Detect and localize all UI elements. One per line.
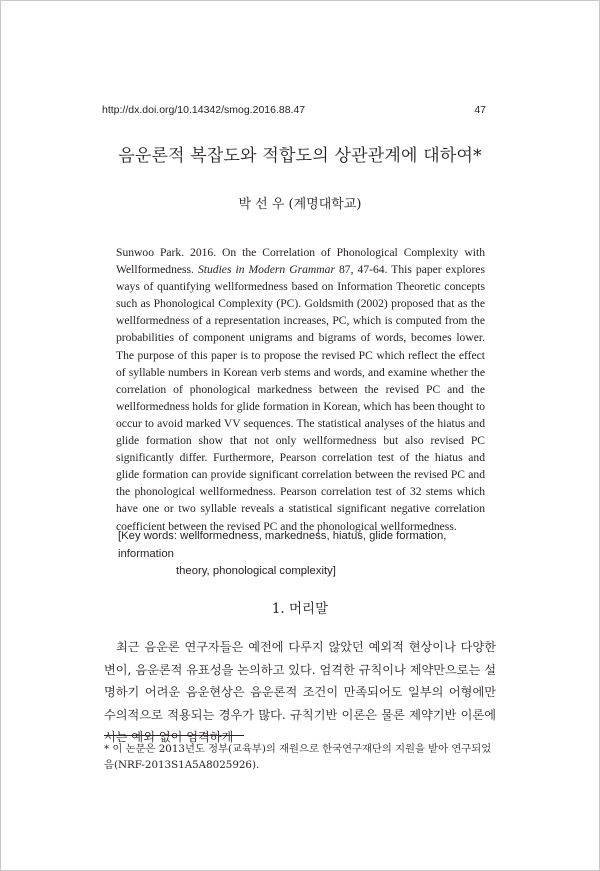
abstract	[116, 244, 485, 535]
abstract-body: This paper explores ways of quantifying wellformedness based on Information Theoretic concepts such as Phonological Complexity (PC). Goldsmith (2002) proposed that as the wellformedness of a representation increases, PC, which is computed from the probabilities of component unigrams and bigrams of words, becomes lower. The purpose of this paper is to propose the revised PC which reflect the effect of syllable numbers in Korean verb stems and words, and examine whether the correlation of phonological markedness between the revised PC and the wellformedness holds for glide formation in Korean, which has been thought to occur to avoid marked VV sequences. The statistical analyses of the hiatus and glide formation show that not only wellformedness but also revised PC significantly differ. Furthermore, Pearson correlation test of the hiatus and glide formation can provide significant correlation between the revised PC and the phonological wellformedness. Pearson correlation test of 32 stems which have one or two syllable reveals a statistical significant negative correlation coefficient between the revised PC and the phonological wellformedness.	[116, 263, 485, 533]
footnote-divider	[104, 735, 244, 736]
body-paragraph: 최근 음운론 연구자들은 예전에 다루지 않았던 예외적 현상이나 다양한 변이, 음운론적 유표성을 논의하고 있다. 엄격한 규칙이나 제약만으로는 설명하기 어려운 음운현상은 음운론적 조건이 만족되어도 일부의 어형에만 수의적으로 적용되는 경우가 많다. 규칙기반 이론은 물론 제약기반 이론에서는 예외 없이 엄격하게	[104, 640, 496, 745]
page-number: 47	[474, 104, 486, 116]
abstract-citation: Sunwoo Park. 2016. On the Correlation of Phonological Complexity with Wellformedness.	[116, 246, 485, 277]
abstract-citation-suffix: 87, 47-64.	[334, 263, 392, 277]
section-heading: 1. 머리말	[271, 601, 329, 617]
keywords-line-2: theory, phonological complexity]	[176, 565, 336, 577]
paper-title: 음운론적 복잡도와 적합도의 상관관계에 대하여*	[118, 146, 482, 166]
journal-name: Studies in Modern Grammar	[197, 263, 335, 277]
keywords	[118, 528, 498, 581]
doi-link[interactable]: http://dx.doi.org/10.14342/smog.2016.88.47	[102, 104, 306, 116]
footnote: * 이 논문은 2013년도 정부(교육부)의 재원으로 한국연구재단의 지원을 받아 연구되었음(NRF-2013S1A5A8025926).	[104, 743, 492, 771]
author-line: 박 선 우 (계명대학교)	[238, 197, 362, 212]
keywords-line-1: [Key words: wellformedness, markedness, hiatus, glide formation, information	[118, 530, 447, 560]
